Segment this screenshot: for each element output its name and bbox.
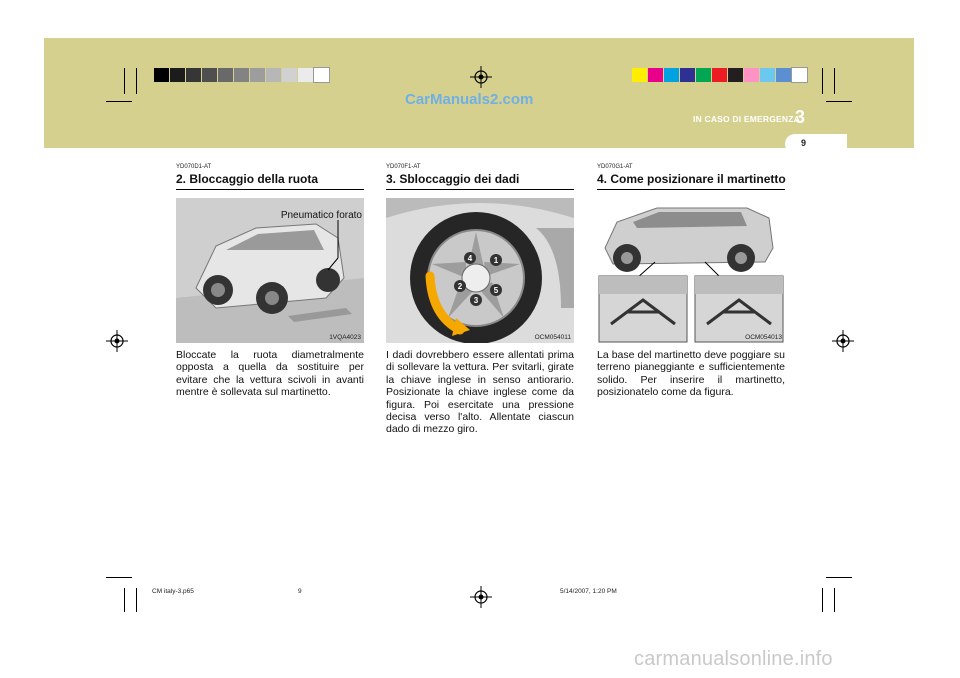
color-swatch <box>648 68 663 82</box>
footer-page: 9 <box>298 588 302 595</box>
crop-mark <box>826 577 852 578</box>
section-body: I dadi dovrebbero essere allentati prima di sollevare la vettura. Per svitarli, girate la chiave inglese in senso antiorario. Posizionate la chiave inglese come da figura. Poi esercitate una pressione decisa verso l'alto. Allentate ciascun dado di mezzo giro. <box>386 349 574 436</box>
figure-jack-position <box>597 198 785 343</box>
section-body: Bloccate la ruota diametralmente opposta a quella da sostituire per evitare che la vettura scivoli in avanti mentre è sollevata sul martinetto. <box>176 349 364 399</box>
section-title: 3. Sbloccaggio dei dadi <box>386 172 574 190</box>
color-swatch <box>218 68 233 82</box>
color-swatch <box>792 68 807 82</box>
figure-code: OCM054013 <box>745 334 782 341</box>
color-swatch <box>776 68 791 82</box>
crop-mark <box>106 577 132 578</box>
column-jack-position <box>597 164 785 399</box>
color-swatch <box>760 68 775 82</box>
color-swatch <box>266 68 281 82</box>
color-swatch-bar <box>632 68 808 82</box>
crop-mark <box>826 101 852 102</box>
figure-label: Pneumatico forato <box>280 210 362 221</box>
color-swatch <box>664 68 679 82</box>
color-swatch <box>314 68 329 82</box>
color-swatch <box>234 68 249 82</box>
crop-mark <box>124 68 125 94</box>
section-code: YD070G1-AT <box>597 164 633 170</box>
column-wheel-blocking <box>176 164 364 399</box>
section-number: 3 <box>795 107 806 127</box>
registration-mark-icon <box>470 66 492 88</box>
crop-mark <box>106 101 132 102</box>
crop-mark <box>124 588 125 612</box>
footer-file: CM italy-3.p65 <box>152 588 194 595</box>
lug-nut-label: 3 <box>473 296 479 305</box>
figure-loosen-nuts <box>386 198 574 343</box>
color-swatch <box>298 68 313 82</box>
suv-jack-points-illustration <box>597 198 785 343</box>
column-loosen-nuts <box>386 164 574 436</box>
section-title: 4. Come posizionare il martinetto <box>597 172 785 190</box>
color-swatch <box>186 68 201 82</box>
color-swatch <box>632 68 647 82</box>
color-swatch <box>744 68 759 82</box>
lug-nut-label: 2 <box>457 282 463 291</box>
figure-code: 1VQA4023 <box>329 334 361 341</box>
color-swatch <box>202 68 217 82</box>
lug-nut-label: 5 <box>493 286 499 295</box>
gray-swatch-bar <box>154 68 330 82</box>
figure-wheel-blocking <box>176 198 364 343</box>
watermark-link[interactable]: CarManuals2.com <box>405 91 534 108</box>
crop-mark <box>834 68 835 94</box>
section-body: La base del martinetto deve poggiare su terreno pianeggiante e sufficientemente solido. Per inserire il martinetto, posizionatelo come da figura. <box>597 349 785 399</box>
page-number-tab <box>785 134 847 154</box>
registration-mark-icon <box>832 330 854 352</box>
crop-mark <box>822 588 823 612</box>
lug-nut-label: 4 <box>467 254 473 263</box>
site-watermark[interactable]: carmanualsonline.info <box>634 648 833 670</box>
color-swatch <box>282 68 297 82</box>
section-code: YD070D1-AT <box>176 164 212 170</box>
page-number: 9 <box>801 138 807 148</box>
color-swatch <box>170 68 185 82</box>
figure-code: OCM054011 <box>534 334 571 341</box>
registration-mark-icon <box>106 330 128 352</box>
crop-mark <box>136 68 137 94</box>
section-label: IN CASO DI EMERGENZA <box>693 114 800 124</box>
color-swatch <box>712 68 727 82</box>
lug-nut-label: 1 <box>493 256 499 265</box>
color-swatch <box>728 68 743 82</box>
color-swatch <box>696 68 711 82</box>
color-swatch <box>250 68 265 82</box>
crop-mark <box>834 588 835 612</box>
color-swatch <box>154 68 169 82</box>
color-swatch <box>680 68 695 82</box>
footer-timestamp: 5/14/2007, 1:20 PM <box>560 588 617 595</box>
crop-mark <box>136 588 137 612</box>
crop-mark <box>822 68 823 94</box>
section-code: YD070F1-AT <box>386 164 421 170</box>
wheel-lug-nut-illustration <box>386 198 574 343</box>
registration-mark-icon <box>470 586 492 608</box>
section-title: 2. Bloccaggio della ruota <box>176 172 364 190</box>
